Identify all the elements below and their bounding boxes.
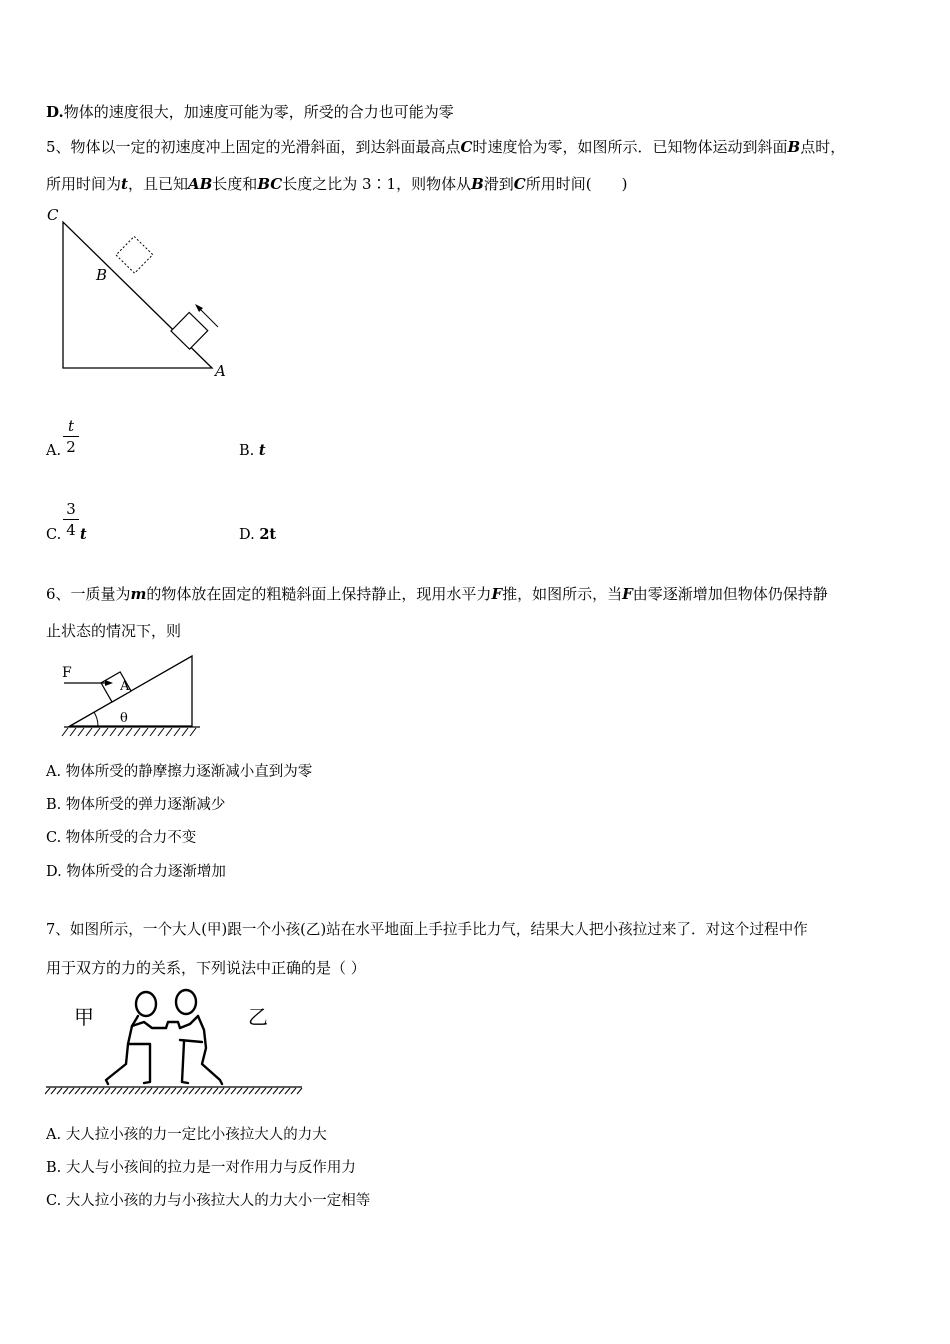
q5-var: C [460, 138, 473, 156]
q7-hatch-line [159, 1088, 164, 1094]
q7-hatch-line [99, 1088, 104, 1094]
q7-hatch-line [279, 1088, 284, 1094]
q7-hatch-line [273, 1088, 278, 1094]
q7-hatch-line [153, 1088, 158, 1094]
q7-hatch-line [105, 1088, 110, 1094]
q6-label-f: F [62, 665, 72, 681]
q5-option-a-label: A. [46, 443, 62, 459]
q7-tug-figure [40, 982, 310, 1100]
q5-option-c-den: 4 [66, 521, 76, 539]
q7-stem-line1: 7、如图所示，一个大人(甲)跟一个小孩(乙)站在水平地面上手拉手比力气，结果大人把小孩拉过来了．对这个过程中作 [46, 921, 808, 938]
q4-option-d-label: D. [46, 103, 64, 121]
q5-var: t [121, 175, 128, 193]
q5-text: 长度之比为 3∶1，则物体从 [282, 175, 472, 193]
q5-option-c-num: 3 [66, 500, 76, 518]
q7-hatch-line [51, 1088, 56, 1094]
q7-hatch-line [219, 1088, 224, 1094]
q6-option-a: A. 物体所受的静摩擦力逐渐减小直到为零 [46, 764, 313, 780]
q7-adult-head [136, 992, 156, 1016]
q5-option-b-value: t [258, 442, 266, 459]
q6-text: 6、一质量为 [46, 585, 131, 603]
q5-option-a-num: t [67, 417, 75, 435]
q7-ground-hatch [45, 1088, 302, 1094]
q7-hatch-line [63, 1088, 68, 1094]
q7-hatch-line [45, 1088, 50, 1094]
q5-stem-line2 [46, 174, 627, 194]
q7-hatch-line [117, 1088, 122, 1094]
q7-option-c: C. 大人拉小孩的力与小孩拉大人的力大小一定相等 [46, 1193, 371, 1209]
q7-hatch-line [135, 1088, 140, 1094]
q6-text: 由零逐渐增加但物体仍保持静 [632, 585, 828, 603]
q7-hatch-line [255, 1088, 260, 1094]
q6-option-c: C. 物体所受的合力不变 [46, 830, 197, 846]
q5-text: 长度和 [212, 175, 258, 193]
q5-stem-line1 [46, 137, 845, 157]
q7-hatch-line [225, 1088, 230, 1094]
q7-hatch-line [267, 1088, 272, 1094]
q6-var: F [491, 585, 503, 603]
q6-label-a: A [120, 679, 130, 694]
q7-label-jia: 甲 [74, 1005, 94, 1029]
q7-hatch-line [141, 1088, 146, 1094]
q5-var: AB [187, 175, 213, 193]
q5-label-c: C [47, 206, 59, 224]
q6-label-theta: θ [120, 711, 128, 726]
q5-option-d-value: 2t [259, 526, 277, 543]
q7-hatch-line [87, 1088, 92, 1094]
q7-hatch-line [165, 1088, 170, 1094]
q7-hatch-line [171, 1088, 176, 1094]
q6-var: m [130, 585, 147, 603]
q7-hatch-line [207, 1088, 212, 1094]
q6-text: 推，如图所示，当 [502, 585, 623, 603]
q7-option-a: A. 大人拉小孩的力一定比小孩拉大人的力大 [46, 1127, 327, 1143]
q4-option-d [46, 102, 454, 122]
q7-hatch-line [201, 1088, 206, 1094]
q5-var: B [787, 138, 801, 156]
q5-text: 所用时间为 [46, 175, 122, 193]
q7-label-yi: 乙 [248, 1005, 268, 1029]
q7-hatch-line [183, 1088, 188, 1094]
q5-option-d-label: D. [239, 527, 255, 543]
q6-angle-arc [94, 712, 98, 726]
q7-hatch-line [81, 1088, 86, 1094]
q6-stem-line2: 止状态的情况下，则 [46, 622, 182, 640]
q7-hatch-line [189, 1088, 194, 1094]
q7-option-b: B. 大人与小孩间的拉力是一对作用力与反作用力 [46, 1160, 356, 1176]
q6-option-b: B. 物体所受的弹力逐渐减少 [46, 797, 226, 813]
q5-option-a-den: 2 [66, 438, 76, 456]
q6-ground-hatch [62, 728, 196, 736]
q6-var: F [622, 585, 633, 603]
q6-text: 的物体放在固定的粗糙斜面上保持静止，现用水平力 [146, 585, 492, 603]
q5-dashed-block [116, 236, 153, 273]
q5-text: 时速度恰为零，如图所示．已知物体运动到斜面 [472, 138, 788, 156]
q7-hatch-line [177, 1088, 182, 1094]
q5-option-a-fraction [63, 417, 79, 456]
q4-option-d-text: 物体的速度很大，加速度可能为零，所受的合力也可能为零 [63, 103, 454, 121]
q7-hatch-line [93, 1088, 98, 1094]
q7-stem-line2: 用于双方的力的关系，下列说法中正确的是（ ） [46, 959, 366, 977]
q5-option-c-label: C. [46, 527, 62, 543]
q7-hatch-line [69, 1088, 74, 1094]
q7-hatch-line [237, 1088, 242, 1094]
q7-child-head [176, 990, 196, 1014]
q5-text: 5、物体以一定的初速度冲上固定的光滑斜面，到达斜面最高点 [46, 138, 461, 156]
q5-label-b: B [96, 266, 108, 284]
q7-figures-body [106, 1016, 222, 1084]
q5-label-a: A [215, 362, 226, 380]
q7-hatch-line [243, 1088, 248, 1094]
q5-solid-block [171, 312, 208, 349]
q7-hatch-line [75, 1088, 80, 1094]
q7-hatch-line [213, 1088, 218, 1094]
q5-var: B [471, 175, 484, 193]
q5-text: 点时， [800, 138, 846, 156]
q7-hatch-line [291, 1088, 296, 1094]
q7-hatch-line [111, 1088, 116, 1094]
q7-hatch-line [249, 1088, 254, 1094]
q7-hatch-line [129, 1088, 134, 1094]
q7-hatch-line [123, 1088, 128, 1094]
q7-hatch-line [261, 1088, 266, 1094]
q7-hatch-line [285, 1088, 290, 1094]
q6-option-d: D. 物体所受的合力逐渐增加 [46, 864, 226, 880]
q6-incline-figure [58, 650, 208, 742]
q5-option-c-var: t [80, 526, 87, 543]
q5-option-c-fraction [63, 500, 79, 539]
q7-hatch-line [147, 1088, 152, 1094]
q7-hatch-line [231, 1088, 236, 1094]
q5-text: 所用时间( ) [525, 175, 628, 193]
q7-hatch-line [57, 1088, 62, 1094]
q5-option-b-label: B. [239, 443, 255, 459]
q5-text: 滑到 [483, 175, 514, 193]
q5-var: C [513, 175, 526, 193]
q5-var: BC [257, 175, 283, 193]
q5-option-d [239, 525, 276, 545]
q7-hatch-line [297, 1088, 302, 1094]
q7-hatch-line [195, 1088, 200, 1094]
q5-option-b [239, 441, 266, 461]
q5-text: ，且已知 [127, 175, 188, 193]
q6-stem-line1 [46, 584, 828, 604]
q5-incline-figure [40, 200, 240, 385]
